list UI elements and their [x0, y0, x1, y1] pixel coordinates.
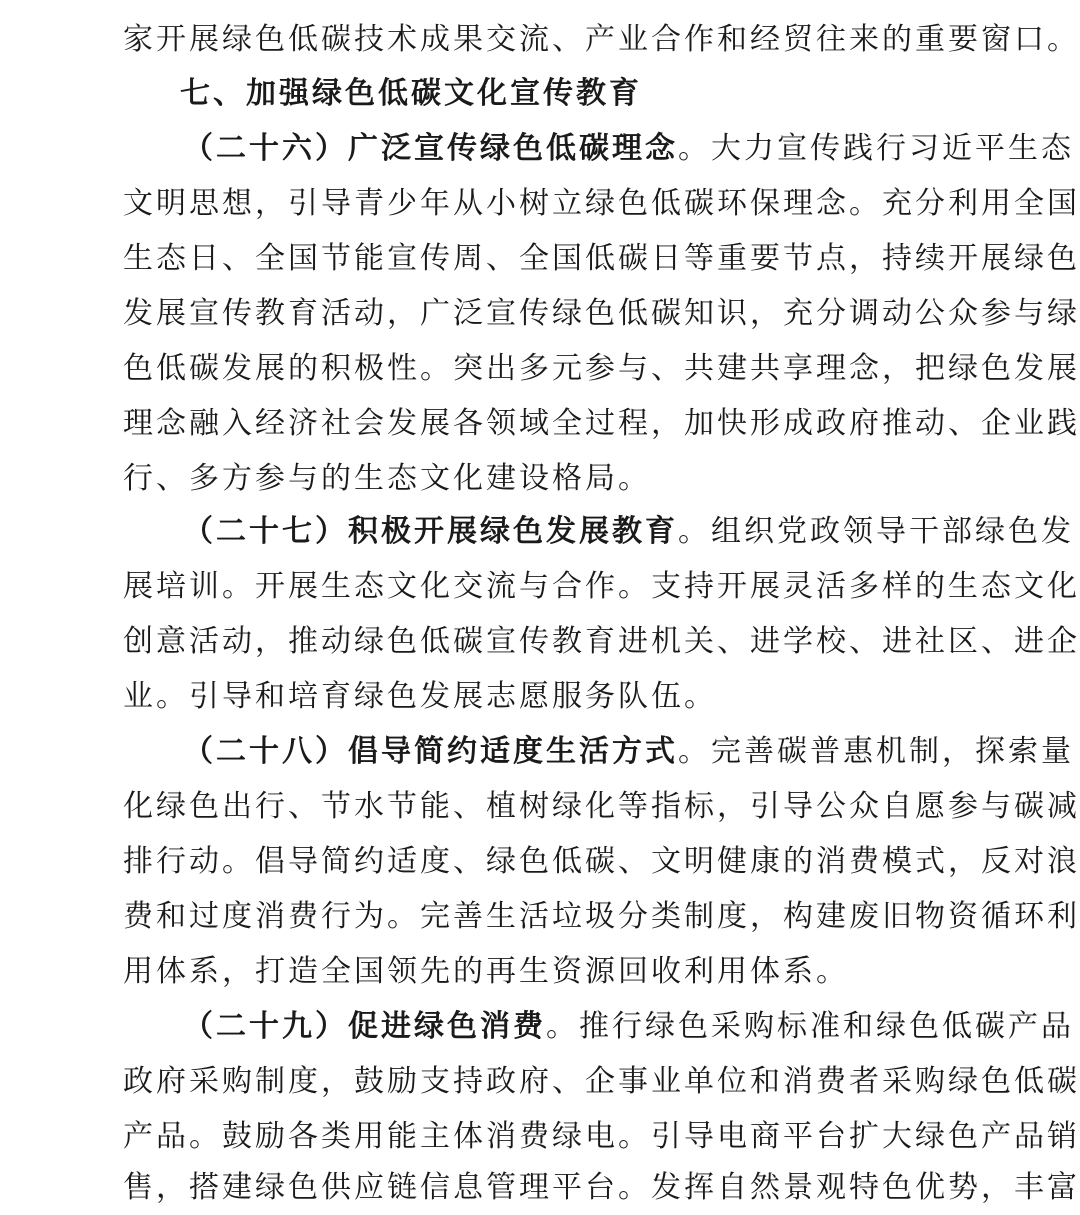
- paragraph-line: 产品。鼓励各类用能主体消费绿电。引导电商平台扩大绿色产品销: [123, 1119, 1080, 1154]
- paragraph-line: 创意活动，推动绿色低碳宣传教育进机关、进学校、进社区、进企: [123, 624, 1080, 659]
- paragraph-line: 费和过度消费行为。完善生活垃圾分类制度，构建废旧物资循环利: [123, 899, 1080, 934]
- paragraph-line: 文明思想，引导青少年从小树立绿色低碳环保理念。充分利用全国: [123, 186, 1080, 221]
- paragraph-line: 发展宣传教育活动，广泛宣传绿色低碳知识，充分调动公众参与绿: [123, 296, 1080, 331]
- paragraph-29-line-1: （二十九）促进绿色消费。推行绿色采购标准和绿色低碳产品: [183, 1009, 1074, 1044]
- section-heading: 七、加强绿色低碳文化宣传教育: [180, 76, 642, 111]
- paragraph-line: 生态日、全国节能宣传周、全国低碳日等重要节点，持续开展绿色: [123, 241, 1080, 276]
- paragraph-line: 业。引导和培育绿色发展志愿服务队伍。: [123, 679, 717, 714]
- paragraph-line: 行、多方参与的生态文化建设格局。: [123, 461, 651, 496]
- paragraph-line: 色低碳发展的积极性。突出多元参与、共建共享理念，把绿色发展: [123, 351, 1080, 386]
- paragraph-26-line-1: （二十六）广泛宣传绿色低碳理念。大力宣传践行习近平生态: [183, 131, 1074, 166]
- paragraph-line: 售，搭建绿色供应链信息管理平台。发挥自然景观特色优势，丰富: [123, 1170, 1080, 1205]
- paragraph-line: 排行动。倡导简约适度、绿色低碳、文明健康的消费模式，反对浪: [123, 844, 1080, 879]
- paragraph-line: 家开展绿色低碳技术成果交流、产业合作和经贸往来的重要窗口。: [123, 22, 1080, 57]
- paragraph-28-line-1: （二十八）倡导简约适度生活方式。完善碳普惠机制，探索量: [183, 734, 1074, 769]
- paragraph-27-title: （二十七）积极开展绿色发展教育: [183, 514, 678, 549]
- paragraph-line: 化绿色出行、节水节能、植树绿化等指标，引导公众自愿参与碳减: [123, 789, 1080, 824]
- paragraph-29-title: （二十九）促进绿色消费: [183, 1009, 546, 1044]
- paragraph-line: 展培训。开展生态文化交流与合作。支持开展灵活多样的生态文化: [123, 569, 1080, 604]
- paragraph-line: 理念融入经济社会发展各领域全过程，加快形成政府推动、企业践: [123, 406, 1080, 441]
- paragraph-27-line-1: （二十七）积极开展绿色发展教育。组织党政领导干部绿色发: [183, 514, 1074, 549]
- paragraph-26-title: （二十六）广泛宣传绿色低碳理念: [183, 131, 678, 166]
- paragraph-28-title: （二十八）倡导简约适度生活方式: [183, 734, 678, 769]
- paragraph-line: 用体系，打造全国领先的再生资源回收利用体系。: [123, 954, 849, 989]
- paragraph-line: 政府采购制度，鼓励支持政府、企事业单位和消费者采购绿色低碳: [123, 1064, 1080, 1099]
